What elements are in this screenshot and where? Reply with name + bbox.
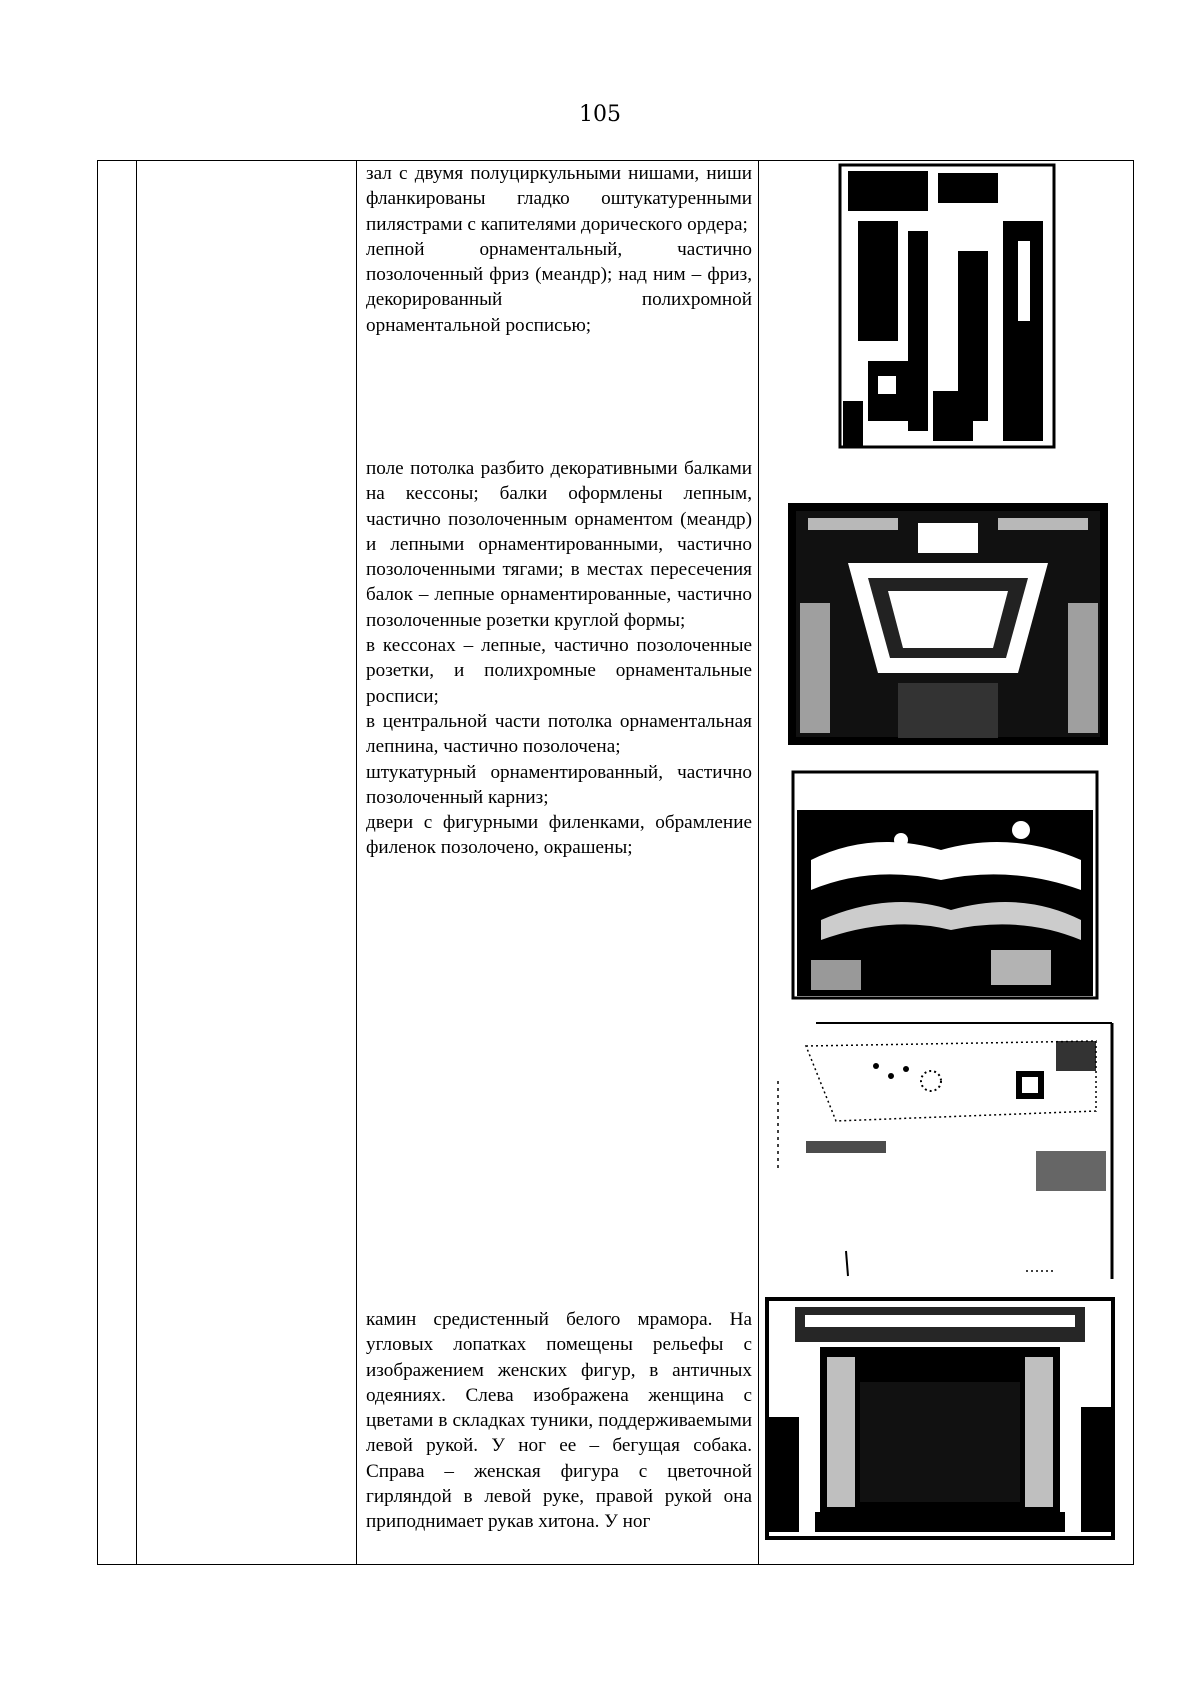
page-number: 105 [579, 102, 621, 127]
paragraph: двери с фигурными филенками, обрамление филенок позолочено, окрашены; [366, 812, 752, 859]
marble-fireplace-photo [765, 1297, 1115, 1540]
ceiling-stucco-photo [791, 770, 1099, 1000]
paragraph: зал с двумя полуциркульными нишами, ниши фланкированы гладко оштукатуренными пилястрами с капителями дорического ордера; [366, 163, 752, 235]
paragraph: поле потолка разбито декоративными балками на кессоны; балки оформлены лепным, частично позолоченным орнаментом (меандр) и лепными орнаментированными, частично позолоченными тягами; в местах пересечения балок – лепные орнаментированные, частично позолоченные розетки круглой формы; [366, 458, 752, 631]
text-block [366, 456, 752, 861]
text-block [366, 1307, 752, 1535]
text-block [366, 161, 752, 338]
paragraph: в кессонах – лепные, частично позолоченные розетки, и полихромные орнаментальные росписи; [366, 635, 752, 707]
paragraph: камин средистенный белого мрамора. На угловых лопатках помещены рельефы с изображением женских фигур, в античных одеяниях. Слева изображена женщина с цветами в складках туники, поддерживаемыми левой рукой. У ног ее – бегущая собака. Справа – женская фигура с цветочной гирляндой в левой руке, правой рукой она приподнимает рукав хитона. У ног [366, 1309, 752, 1533]
column-divider [136, 161, 137, 1564]
ceiling-painting-photo [776, 1021, 1114, 1281]
coffered-ceiling-photo [788, 503, 1108, 745]
paragraph: штукатурный орнаментированный, частично позолоченный карниз; [366, 761, 752, 808]
paragraph: лепной орнаментальный, частично позолоченный фриз (меандр); над ним – фриз, декорированный полихромной орнаментальной росписью; [366, 238, 752, 336]
interior-hall-photo [838, 161, 1056, 451]
paragraph: в центральной части потолка орнаментальная лепнина, частично позолочена; [366, 710, 752, 758]
column-divider [356, 161, 357, 1564]
column-divider [758, 161, 759, 1564]
